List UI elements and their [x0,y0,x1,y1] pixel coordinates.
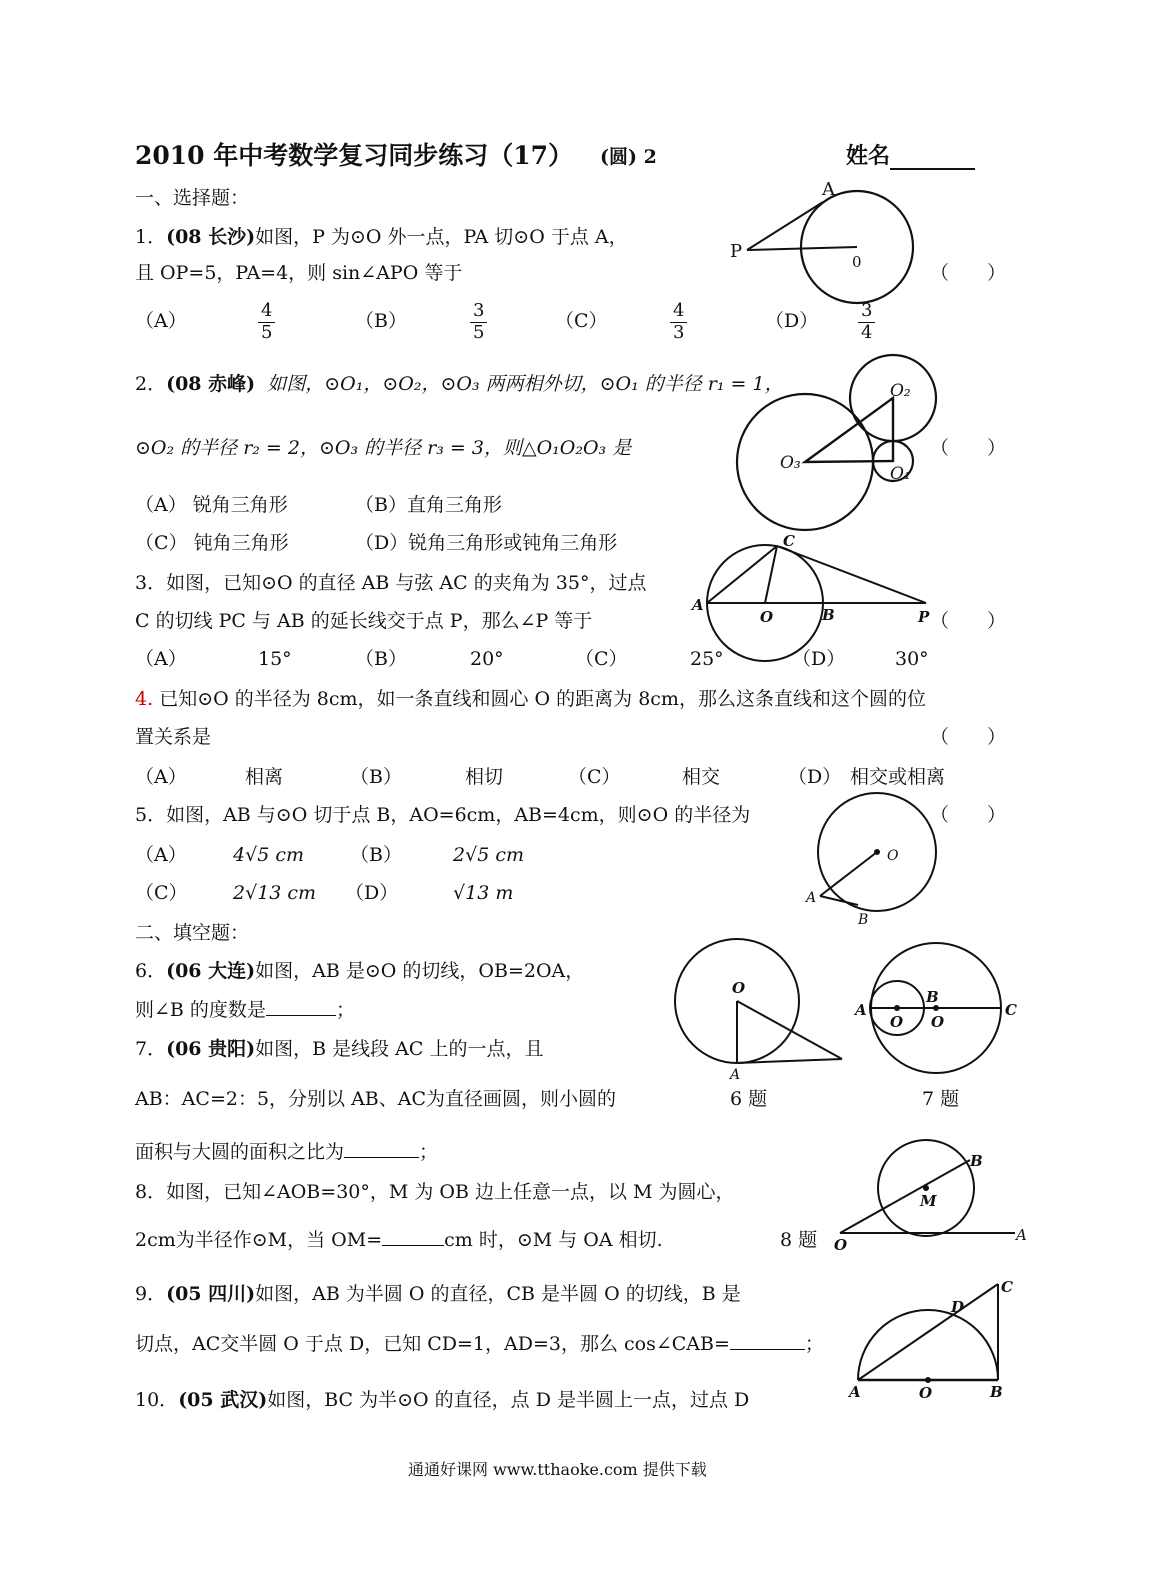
q9-text-line2: 切点，AC交半圆 O 于点 D，已知 CD=1，AD=3，那么 cos∠CAB= ； [135,1333,824,1355]
q10-source: (05 武汉) [178,1389,268,1411]
q2-text-line2: ⊙O₂ 的半径 r₂ = 2，⊙O₃ 的半径 r₃ = 3，则△O₁O₂O₃ 是 [135,437,632,459]
q2-text-line1 [135,375,784,394]
q7-fig-caption: 7 题 [922,1088,960,1110]
q3-fig-label-a: A [692,596,704,614]
q4-option-d-label: （D） [788,766,842,788]
q4-option-a-label: （A） [135,766,187,788]
q4-answer-paren[interactable]: （ ） [930,726,1007,748]
q8-fig-label-m: M [920,1192,937,1210]
q1-option-d-label: （D） [765,310,819,332]
q7-text-line3: 面积与大圆的面积之比为 ； [135,1141,439,1163]
q5-option-a-label: （A） [135,844,187,866]
q5-option-b-label: （B） [350,844,402,866]
q6-text-line2: 则∠B 的度数是 ； [135,999,355,1021]
q7-text-line1 [135,1040,543,1059]
q1-option-a-label: （A） [135,310,187,332]
q1-source: (08 长沙) [166,226,256,248]
q7-fig-label-o-large: O [931,1013,945,1031]
q8-answer-blank[interactable] [382,1245,444,1246]
q10-text-line1 [135,1391,749,1410]
q7-number: 7． [135,1038,167,1060]
q6-source: (06 大连) [166,960,256,982]
q3-option-c-value: 25° [690,648,724,670]
q5-option-d-label: （D） [345,882,399,904]
q3-text-line1: 3．如图，已知⊙O 的直径 AB 与弦 AC 的夹角为 35°，过点 [135,572,647,594]
q4-stem: 已知⊙O 的半径为 8cm，如一条直线和圆心 O 的距离为 8cm，那么这条直线和这个圆的位 [159,688,926,710]
q10-number: 10． [135,1389,179,1411]
page-title: 2010 年中考数学复习同步练习（17） [135,141,574,170]
q2-source: (08 赤峰) [166,373,256,395]
q7-answer-blank[interactable] [344,1157,419,1158]
q1-number: 1． [135,226,167,248]
q4-option-c-label: （C） [568,766,621,788]
q2-option-d: （D）锐角三角形或钝角三角形 [355,532,618,554]
q4-option-b-label: （B） [350,766,402,788]
q1-option-d-fraction: $\frac{3}{4}$ [858,302,875,343]
q9-fig-label-b: B [990,1383,1003,1401]
q5-option-a-value: 4√5 cm [233,844,304,866]
q3-figure [690,530,940,670]
q10-stem: 如图，BC 为半⊙O 的直径，点 D 是半圆上一点，过点 D [267,1389,750,1411]
q4-number: 4. [135,688,154,710]
q6-figure [670,945,850,1110]
q2-fig-label-o3: O₃ [780,453,801,473]
q6-stem: 如图，AB 是⊙O 的切线，OB=2OA， [255,960,585,982]
q6-answer-blank[interactable] [266,1015,336,1016]
name-label: 姓名 [846,143,891,169]
q3-option-a-label: （A） [135,648,187,670]
section-fill-heading: 二、填空题： [135,922,250,944]
q9-text-line1 [135,1285,741,1304]
q5-figure [800,790,950,930]
q5-fig-label-o: O [887,848,899,864]
q5-option-d-value: √13 m [453,882,514,904]
q1-option-b-label: （B） [355,310,407,332]
q2-option-a: （A） 锐角三角形 [135,494,288,516]
q3-option-b-label: （B） [355,648,407,670]
q9-answer-blank[interactable] [730,1349,805,1350]
q4-option-b-value: 相切 [465,766,504,788]
q7-fig-label-a: A [855,1001,867,1019]
q1-option-b-fraction: $\frac{3}{5}$ [470,302,487,343]
q9-source: (05 四川) [166,1283,256,1305]
q5-option-c-label: （C） [135,882,188,904]
q2-fig-label-o1: O₁ [890,464,911,484]
q3-fig-label-o: O [760,608,774,626]
q1-option-c-label: （C） [555,310,608,332]
q2-number: 2． [135,373,167,395]
q6-text-line1 [135,962,584,981]
q4-text-line1 [135,690,926,709]
q6-number: 6． [135,960,167,982]
q9-fig-label-c: C [1001,1278,1013,1296]
q4-text-line2: 置关系是 [135,726,212,748]
q7-figure [852,940,1027,1110]
q1-fig-label-o: 0 [852,253,862,271]
q9-fig-label-a: A [849,1383,861,1401]
q9-fig-label-d: D [951,1298,965,1316]
q1-text-line1 [135,228,628,247]
q1-fig-label-a: A [822,179,835,200]
q1-option-a-fraction: $\frac{4}{5}$ [258,302,275,343]
q3-option-a-value: 15° [258,648,292,670]
q6-fig-label-a: A [730,1067,741,1083]
q2-fig-label-o2: O₂ [890,381,911,401]
section-choice-heading: 一、选择题： [135,187,250,209]
q3-option-d-label: （D） [792,648,846,670]
q6-fig-label-o: O [732,979,746,997]
q3-fig-label-p: P [918,608,930,626]
q9-figure [845,1272,1025,1402]
q1-option-c-fraction: $\frac{4}{3}$ [670,302,687,343]
q5-option-c-value: 2√13 cm [233,882,317,904]
q9-number: 9． [135,1283,167,1305]
q7-source: (06 贵阳) [166,1038,256,1060]
q3-fig-label-c: C [783,532,795,550]
q7-fig-label-c: C [1005,1001,1017,1019]
q8-text-line1: 8．如图，已知∠AOB=30°，M 为 OB 边上任意一点，以 M 为圆心， [135,1181,735,1203]
q3-fig-label-b: B [822,606,835,624]
footer-text: 通通好课网 www.tthaoke.com 提供下载 [408,1460,707,1479]
q5-option-b-value: 2√5 cm [453,844,524,866]
q7-text-line2: AB：AC=2：5，分别以 AB、AC为直径画圆，则小圆的 [135,1088,617,1110]
q4-option-a-value: 相离 [245,766,284,788]
q8-fig-label-a: A [1016,1226,1027,1244]
q1-figure [720,175,930,315]
q1-stem: 如图，P 为⊙O 外一点，PA 切⊙O 于点 A， [255,226,628,248]
q1-text-line2: 且 OP=5，PA=4，则 sin∠APO 等于 [135,262,463,284]
q5-fig-label-b: B [858,912,869,928]
q4-option-d-value: 相交或相离 [850,766,946,788]
q7-fig-label-o-small: O [890,1013,904,1031]
q3-text-line2: C 的切线 PC 与 AB 的延长线交于点 P，那么∠P 等于 [135,610,593,632]
q3-answer-paren[interactable]: （ ） [930,610,1007,632]
q2-option-c: （C） 钝角三角形 [135,532,289,554]
q4-option-c-value: 相交 [682,766,721,788]
q2-figure [730,350,940,535]
q2-stem: 如图，⊙O₁，⊙O₂，⊙O₃ 两两相外切，⊙O₁ 的半径 r₁ = 1， [267,373,784,395]
q3-option-b-value: 20° [470,648,504,670]
q8-fig-label-b: B [970,1152,983,1170]
q7-stem: 如图，B 是线段 AC 上的一点，且 [255,1038,544,1060]
q8-fig-label-o: O [834,1236,848,1254]
q3-option-c-label: （C） [575,648,628,670]
q8-fig-caption: 8 题 [780,1229,818,1251]
q2-answer-paren[interactable]: （ ） [930,437,1007,459]
q9-stem: 如图，AB 为半圆 O 的直径，CB 是半圆 O 的切线，B 是 [255,1283,741,1305]
q8-figure [830,1138,1030,1253]
q5-answer-paren[interactable]: （ ） [930,804,1007,826]
q1-answer-paren[interactable]: （ ） [930,262,1007,284]
q5-fig-label-a: A [806,890,817,906]
q8-text-line2: 2cm为半径作⊙M，当 OM= cm 时，⊙M 与 OA 相切. [135,1229,663,1251]
page-subtitle: (圆) 2 [600,146,657,168]
q7-fig-label-b: B [926,988,939,1006]
q6-fig-caption: 6 题 [730,1088,768,1110]
q2-option-b: （B）直角三角形 [355,494,502,516]
q9-fig-label-o: O [919,1384,933,1402]
q3-option-d-value: 30° [895,648,929,670]
q1-fig-label-p: P [730,241,743,262]
q5-text-line1: 5．如图，AB 与⊙O 切于点 B，AO=6cm，AB=4cm，则⊙O 的半径为 [135,804,751,826]
name-field[interactable] [890,168,975,170]
